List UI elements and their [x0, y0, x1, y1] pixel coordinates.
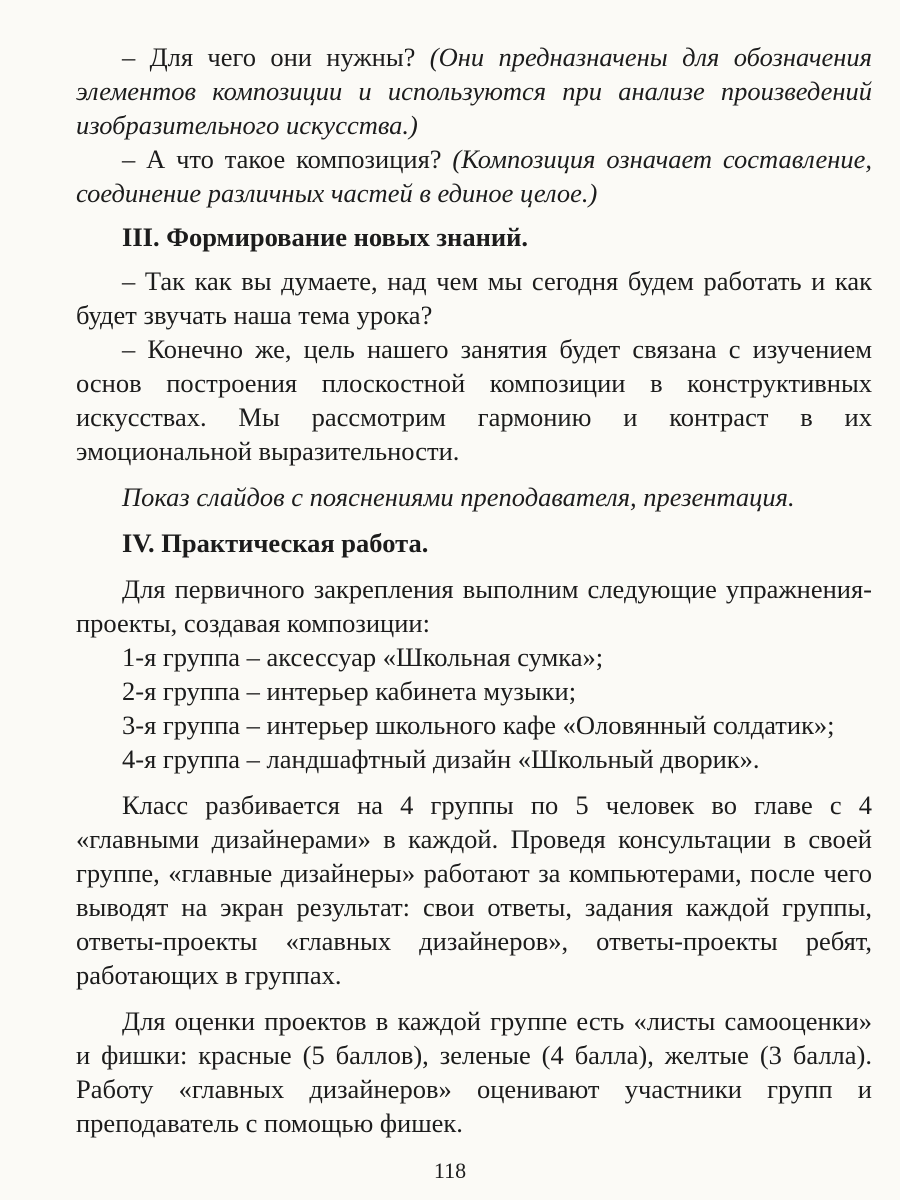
- list-item-group-4: 4-я группа – ландшафтный дизайн «Школьный дворик».: [122, 744, 760, 774]
- question-text: – А что такое композиция?: [122, 144, 453, 174]
- answer-italic: (Композиция означает составление, соединение различных частей в единое целое.): [76, 144, 872, 208]
- question-purpose: [76, 40, 872, 142]
- paragraph-lesson-goal: – Конечно же, цель нашего занятия будет связана с изучением основ построения плоскостной композиции в конструктивных искусствах. Мы рассмотрим гармонию и контраст в их эмоциональной выразительности.: [76, 334, 872, 466]
- paragraph-topic-question: – Так как вы думаете, над чем мы сегодня будем работать и как будет звучать наша тема урока?: [76, 266, 872, 330]
- answer-italic: (Они предназначены для обозначения элементов композиции и используются при анализе произведений изобразительного искусства.): [76, 42, 872, 140]
- section-heading-practical-work: IV. Практическая работа.: [122, 528, 429, 558]
- paragraph-slides-note: Показ слайдов с пояснениями преподавателя, презентация.: [122, 482, 795, 512]
- list-item-group-1: 1-я группа – аксессуар «Школьная сумка»;: [122, 642, 604, 672]
- paragraph-class-groups: Класс разбивается на 4 группы по 5 человек во главе с 4 «главными дизайнерами» в каждой. Проведя консультации в своей группе, «главные дизайнеры» работают за компьютерами, после чего выводят на экран результат: свои ответы, задания каждой группы, ответы-проекты «главных дизайнеров», ответы-проекты ребят, работающих в группах.: [76, 790, 872, 990]
- paragraph-exercises-intro: Для первичного закрепления выполним следующие упражнения-проекты, создавая композиции:: [76, 574, 872, 638]
- question-text: – Для чего они нужны?: [122, 42, 430, 72]
- list-item-group-3: 3-я группа – интерьер школьного кафе «Оловянный солдатик»;: [122, 710, 835, 740]
- paragraph-evaluation: Для оценки проектов в каждой группе есть «листы самооценки» и фишки: красные (5 баллов), зеленые (4 балла), желтые (3 балла). Работу «главных дизайнеров» оценивают участники групп и преподаватель с помощью фишек.: [76, 1006, 872, 1138]
- list-item-group-2: 2-я группа – интерьер кабинета музыки;: [122, 676, 577, 706]
- question-composition: [76, 142, 872, 210]
- section-heading-new-knowledge: III. Формирование новых знаний.: [122, 222, 529, 252]
- page-number: 118: [433, 1158, 467, 1183]
